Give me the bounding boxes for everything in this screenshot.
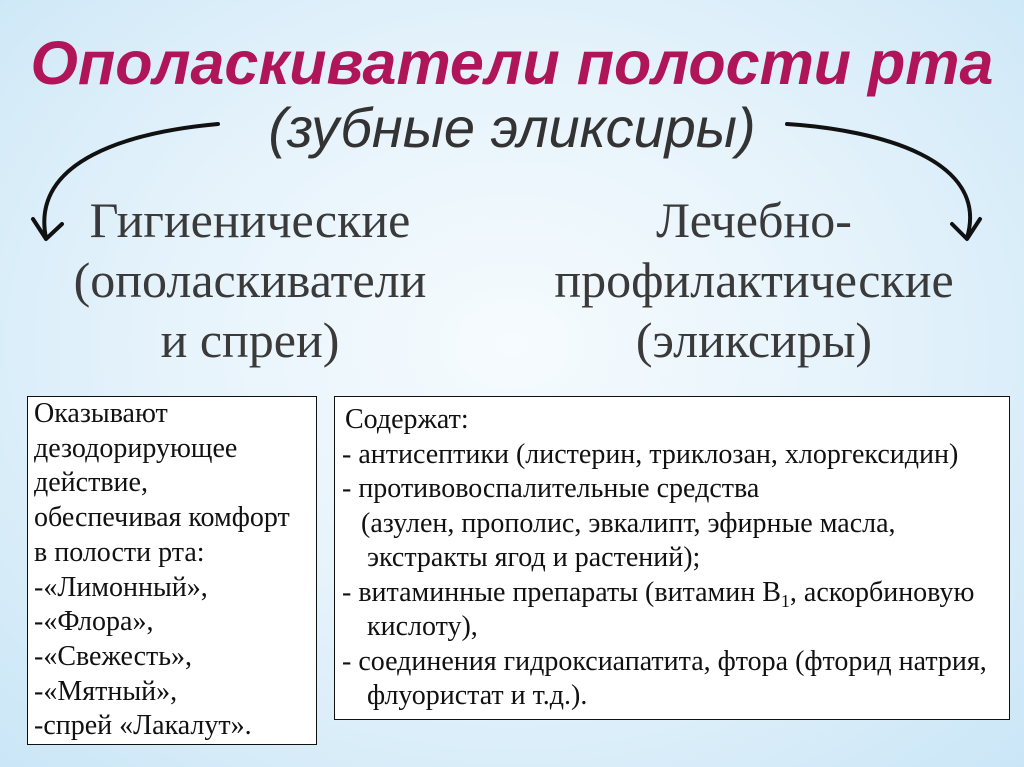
ingredient-list-continuation: флуористат и т.д.). [367,680,588,711]
therapeutic-heading [534,190,974,370]
product-list-item: -«Мятный», [34,675,178,707]
ingredient-list-continuation: (азулен, прополис, эвкалипт, эфирные масла, [361,507,896,539]
hygienic-heading-line: (ополаскиватели [73,252,427,308]
slide-title: Ополаскиватели полости рта [30,29,994,97]
product-list-item: -спрей «Лакалут». [34,710,252,742]
slide-subtitle: (зубные эликсиры) [268,96,756,159]
product-list-item: -«Лимонный», [34,571,208,603]
vitamin-subscript: 1 [780,590,790,611]
ingredient-list-item [342,576,1009,611]
hygienic-box-line: Оказывают [34,398,168,429]
hygienic-box-line: дезодорирующее [34,432,238,464]
hygienic-box-line: обеспечивая комфорт [34,502,290,534]
hygienic-heading-line: и спреи) [160,312,340,368]
product-list-item: -«Флора», [34,606,154,638]
therapeutic-heading-line: (эликсиры) [635,312,873,368]
ingredient-list-item: - противовоспалительные средства [342,473,760,504]
therapeutic-box-heading: Содержат: [345,404,469,435]
hygienic-description-box [27,396,317,745]
therapeutic-heading-line: Лечебно- [656,192,852,248]
ingredient-list-continuation: кислоту), [367,611,478,642]
therapeutic-heading-line: профилактические [554,252,954,308]
ingredient-list-item: - соединения гидроксиапатита, фтора (фторид натрия, [342,645,987,677]
product-list-item: -«Свежесть», [34,640,193,672]
ingredient-list-item: - антисептики (листерин, триклозан, хлоргексидин) [342,438,959,470]
hygienic-heading [30,190,470,370]
vitamin-line-text: - витаминные препараты (витамин B [342,576,781,608]
hygienic-box-line: действие, [34,467,148,499]
therapeutic-description-box [334,396,1010,720]
vitamin-line-text: , аскорбиновую [789,576,975,608]
ingredient-list-continuation: экстракты ягод и растений); [367,542,701,573]
hygienic-heading-line: Гигиенические [89,192,411,248]
hygienic-box-line: в полости рта: [34,536,205,568]
